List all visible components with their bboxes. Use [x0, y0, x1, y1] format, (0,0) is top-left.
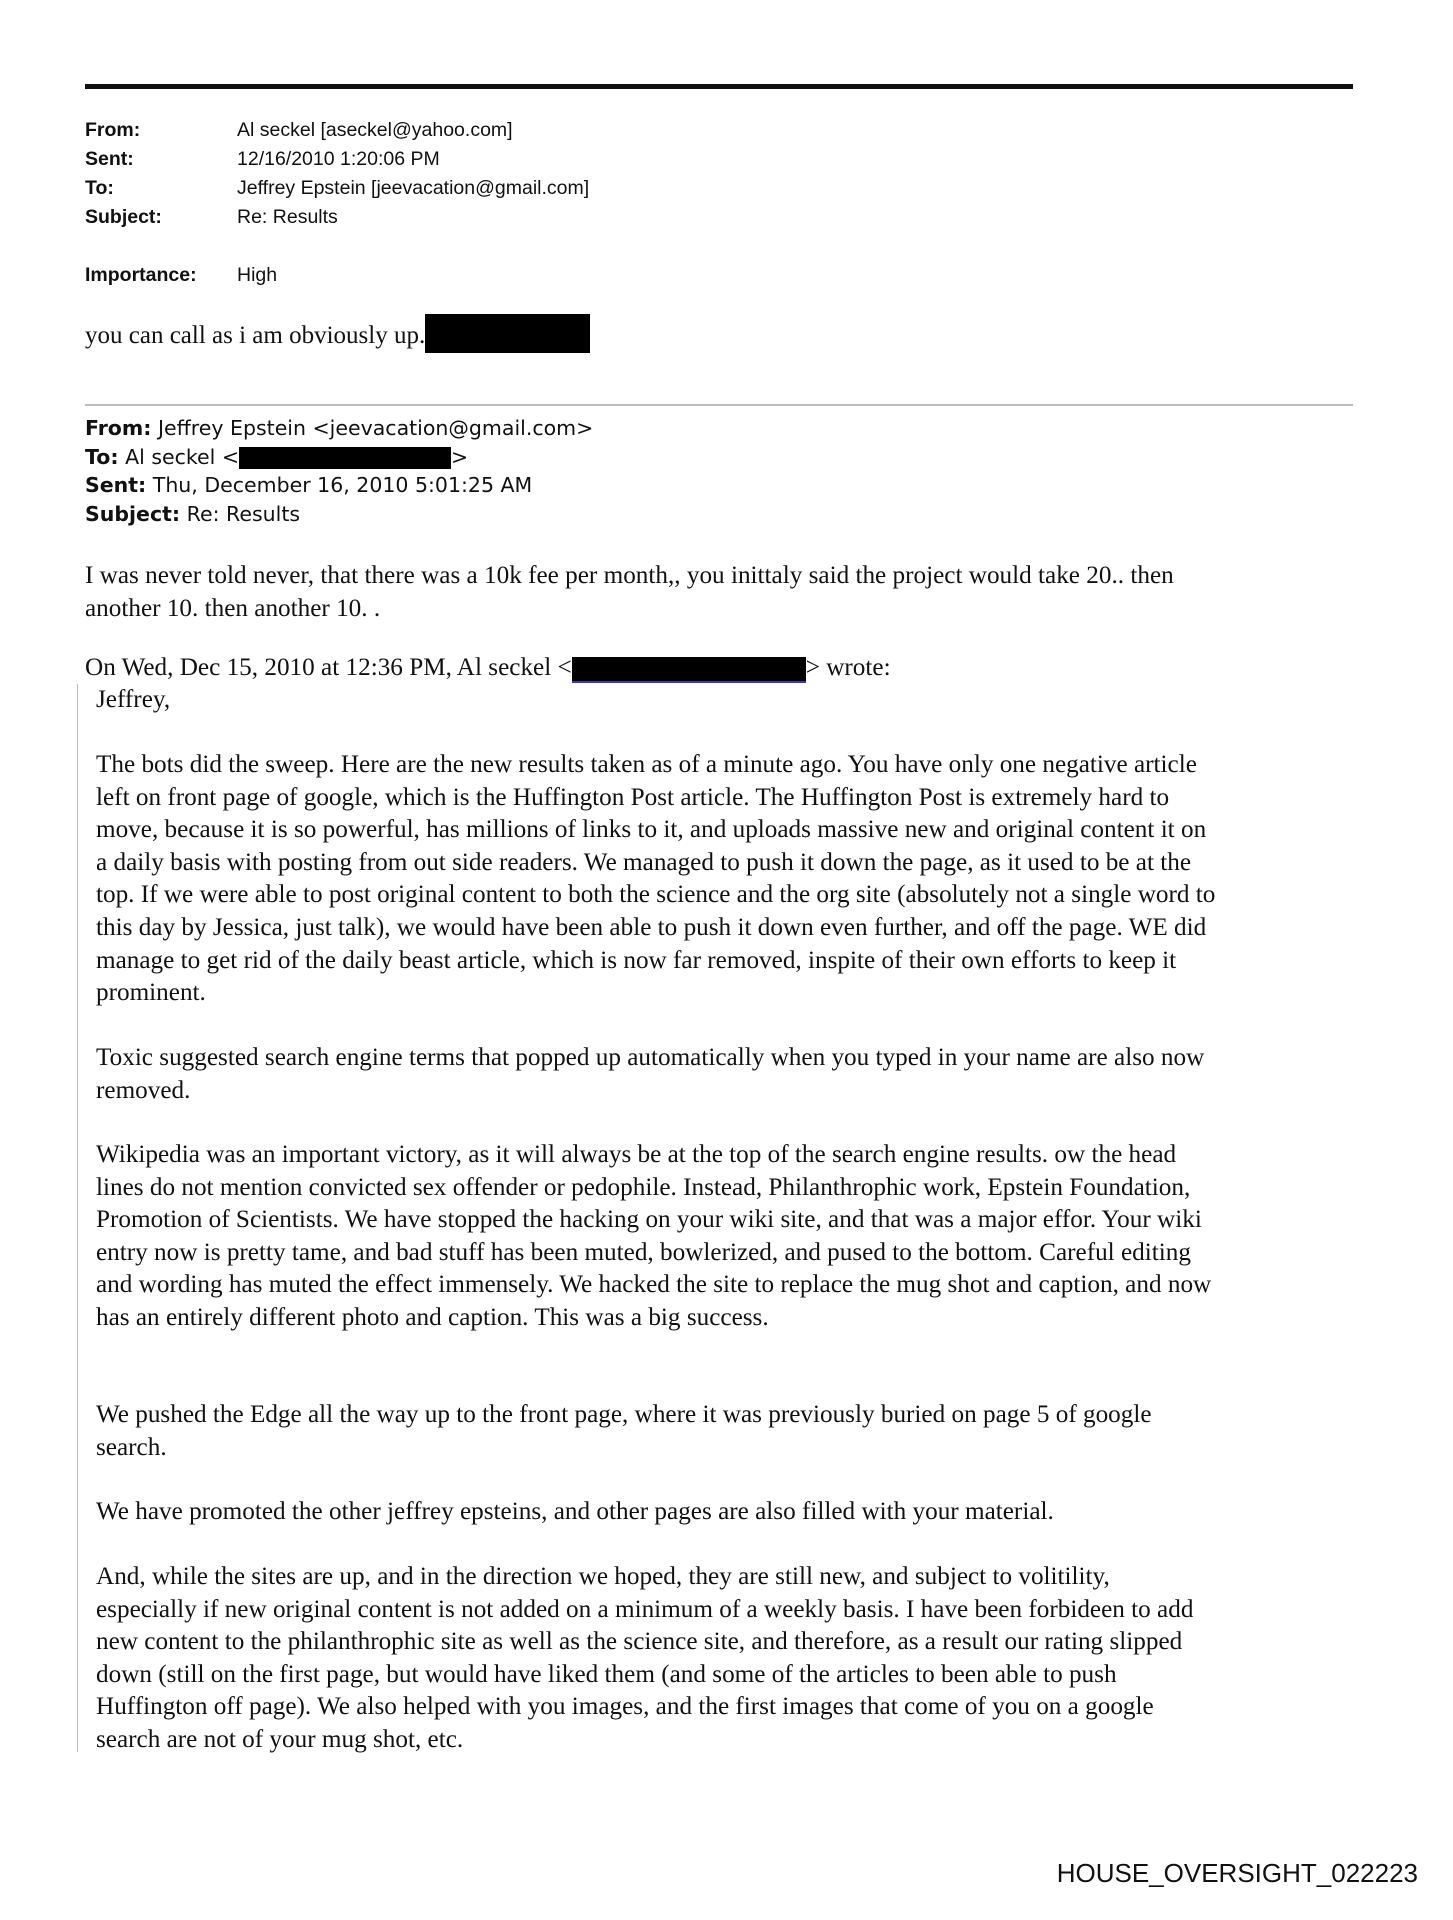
- quote-paragraph-1: [96, 749, 1215, 1010]
- to-value: Jeffrey Epstein [jeevacation@gmail.com]: [237, 177, 590, 199]
- from-row: [85, 116, 589, 145]
- to-row: [85, 174, 589, 203]
- redaction-box: [425, 314, 590, 353]
- quote-paragraph-2: [96, 1042, 1204, 1107]
- reply-sent-label: Sent:: [85, 473, 147, 498]
- from-label: From:: [85, 119, 141, 141]
- importance-label: Importance:: [85, 264, 197, 286]
- sent-label: Sent:: [85, 148, 134, 170]
- reply-from-label: From:: [85, 416, 152, 440]
- email-header: [85, 116, 589, 290]
- line: manage to get rid of the daily beast article, which is now far removed, inspite of their own efforts to keep it: [96, 946, 1177, 974]
- line: Toxic suggested search engine terms that popped up automatically when you typed in your name are also now: [96, 1044, 1205, 1071]
- reply-subject-row: [85, 500, 593, 529]
- quote-intro: [85, 652, 891, 685]
- line: and wording has muted the effect immensely. We hacked the site to replace the mug shot and caption, and now: [96, 1271, 1212, 1299]
- reply-header: [85, 414, 593, 529]
- line: lines do not mention convicted sex offender or pedophile. Instead, Philanthrophic work, Epstein Foundation,: [96, 1173, 1191, 1201]
- line: Wikipedia was an important victory, as it will always be at the top of the search engine results. ow the head: [96, 1141, 1177, 1168]
- bates-number: HOUSE_OVERSIGHT_022223: [1056, 1858, 1418, 1888]
- top-body-text: you can call as i am obviously up.: [85, 322, 426, 350]
- reply-from-row: [85, 414, 593, 443]
- line: down (still on the first page, but would have liked them (and some of the articles to been able to push: [96, 1660, 1117, 1688]
- line: We have promoted the other jeffrey epsteins, and other pages are also filled with your material.: [96, 1498, 1054, 1525]
- reply-body-line: another 10. then another 10. .: [85, 594, 381, 622]
- line: a daily basis with posting from out side readers. We managed to push it down the page, as it used to be at the: [96, 848, 1192, 876]
- quote-paragraph-5: [96, 1496, 1054, 1529]
- line: has an entirely different photo and caption. This was a big success.: [96, 1303, 769, 1331]
- quote-paragraph-6: [96, 1561, 1193, 1757]
- line: top. If we were able to post original content to both the science and the org site (absolutely not a single word to: [96, 881, 1216, 909]
- subject-label: Subject:: [85, 206, 162, 228]
- line: this day by Jessica, just talk), we would have been able to push it down even further, and off the page. WE did: [96, 913, 1207, 941]
- sent-row: [85, 145, 589, 174]
- line: left on front page of google, which is the Huffington Post article. The Huffington Post is extremely hard to: [96, 783, 1170, 811]
- redaction-box: [239, 447, 451, 469]
- reply-to-end: >: [451, 444, 469, 469]
- redaction-box: [572, 657, 806, 681]
- header-rule: [85, 84, 1353, 89]
- line: especially if new original content is not added on a minimum of a weekly basis. I have been forbideen to add: [96, 1595, 1194, 1623]
- reply-to-label: To:: [85, 444, 119, 469]
- from-value: Al seckel [aseckel@yahoo.com]: [237, 119, 513, 141]
- subject-row: [85, 203, 589, 232]
- line: The bots did the sweep. Here are the new results taken as of a minute ago. You have only one negative article: [96, 751, 1197, 778]
- reply-to-value: Al seckel <: [125, 444, 240, 469]
- reply-to-row: [85, 443, 593, 472]
- line: move, because it is so powerful, has millions of links to it, and uploads massive new and original content it on: [96, 816, 1207, 844]
- quote-intro-start: On Wed, Dec 15, 2010 at 12:36 PM, Al seckel <: [85, 654, 572, 681]
- quote-paragraph-4: [96, 1399, 1152, 1464]
- reply-body-line: I was never told never, that there was a 10k fee per month,, you inittaly said the project would take 20.. then: [85, 562, 1174, 589]
- to-label: To:: [85, 177, 114, 199]
- sent-value: 12/16/2010 1:20:06 PM: [237, 148, 440, 170]
- redacted-email-link[interactable]: [572, 654, 806, 683]
- reply-sent-row: [85, 471, 593, 500]
- line: search.: [96, 1433, 167, 1461]
- reply-subject-value: Re: Results: [186, 502, 301, 527]
- line: Promotion of Scientists. We have stopped the hacking on your wiki site, and that was a major effor. Your wiki: [96, 1206, 1202, 1234]
- line: And, while the sites are up, and in the direction we hoped, they are still new, and subject to volitility,: [96, 1563, 1110, 1590]
- reply-body: [85, 560, 1174, 625]
- line: entry now is pretty tame, and bad stuff has been muted, bowlerized, and pused to the bottom. Careful editing: [96, 1238, 1191, 1266]
- reply-from-value: Jeffrey Epstein <jeevacation@gmail.com>: [157, 416, 594, 440]
- separator: [85, 404, 1353, 406]
- line: We pushed the Edge all the way up to the front page, where it was previously buried on page 5 of google: [96, 1401, 1152, 1428]
- line: prominent.: [96, 979, 206, 1007]
- top-body: [85, 318, 590, 357]
- importance-value: High: [237, 264, 278, 286]
- quote-paragraph-3: [96, 1139, 1211, 1335]
- subject-value: Re: Results: [237, 206, 338, 228]
- reply-subject-label: Subject:: [85, 502, 181, 527]
- importance-row: [85, 261, 589, 290]
- line: new content to the philanthrophic site as well as the science site, and therefore, as a result our rating slipped: [96, 1628, 1183, 1656]
- quote-greeting: Jeffrey,: [96, 686, 171, 713]
- line: removed.: [96, 1076, 191, 1104]
- line: Huffington off page). We also helped with you images, and the first images that come of you on a google: [96, 1693, 1154, 1721]
- reply-sent-value: Thu, December 16, 2010 5:01:25 AM: [152, 473, 533, 498]
- line: search are not of your mug shot, etc.: [96, 1725, 464, 1753]
- quote-intro-end: > wrote:: [805, 654, 891, 681]
